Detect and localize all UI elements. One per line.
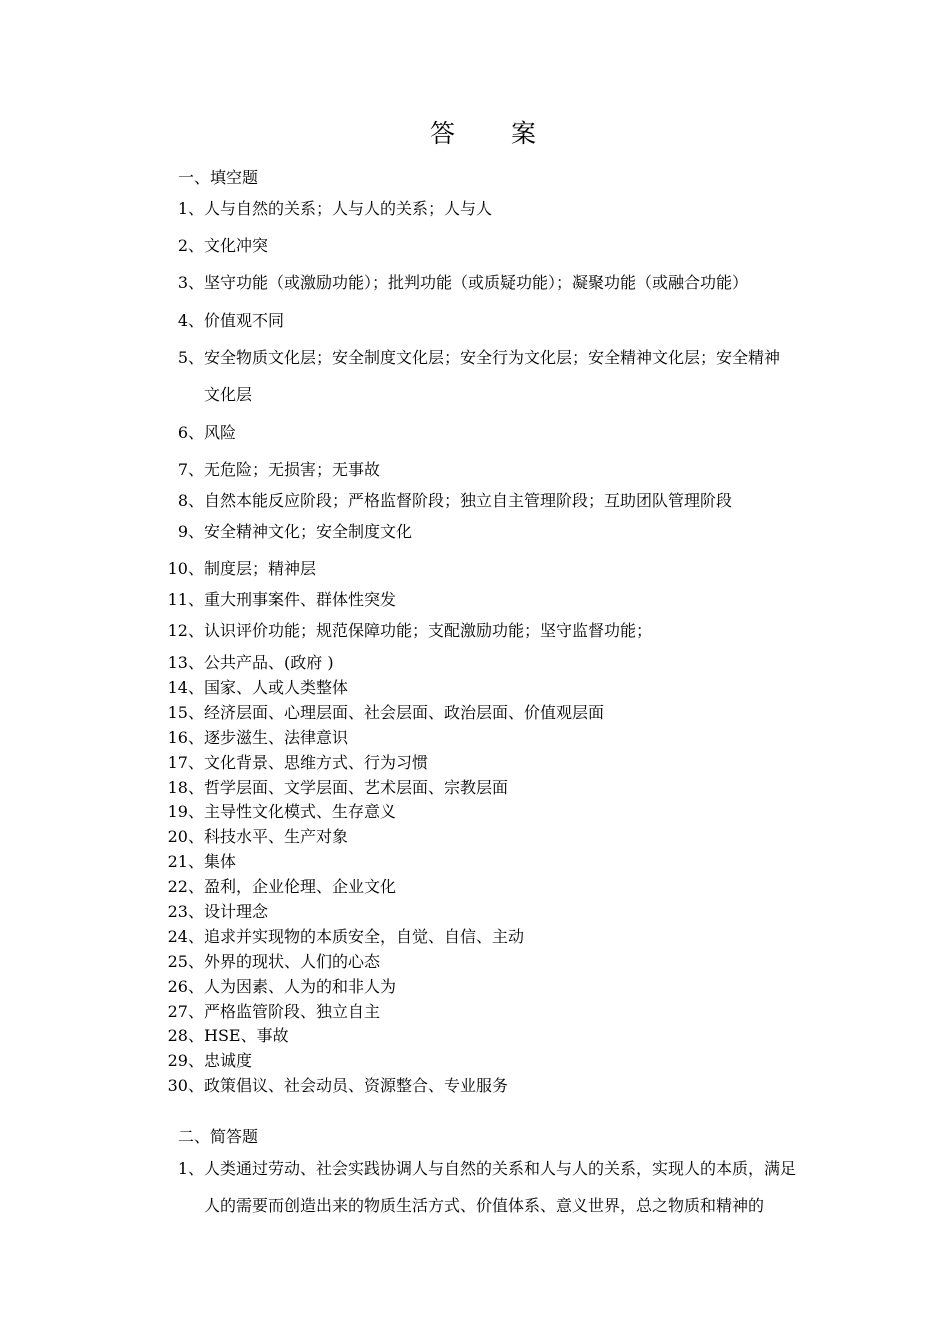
item-text: 忠诚度	[204, 1051, 253, 1070]
item-text: 人为因素、人为的和非人为	[204, 977, 397, 996]
item-text: 安全精神文化；安全制度文化	[204, 522, 413, 541]
item-text: 盈利，企业伦理、企业文化	[204, 877, 397, 896]
item-number: 8、	[177, 491, 204, 510]
item-number: 27、	[167, 1002, 204, 1021]
list-item	[167, 558, 317, 580]
item-number: 14、	[167, 678, 204, 697]
section-heading-fill-in: 一、填空题	[178, 168, 259, 187]
list-item	[177, 459, 381, 481]
item-text: 坚守功能（或激励功能）；批判功能（或质疑功能）；凝聚功能（或融合功能）	[204, 273, 749, 292]
list-item	[177, 347, 781, 369]
list-item	[177, 310, 285, 332]
list-item	[167, 1025, 289, 1047]
list-item	[167, 851, 237, 873]
list-item	[177, 272, 749, 294]
list-item	[167, 589, 397, 611]
list-item	[167, 727, 349, 749]
item-text: 国家、人或人类整体	[204, 678, 349, 697]
item-number: 25、	[167, 952, 204, 971]
list-item	[177, 521, 413, 543]
item-number: 5、	[177, 348, 204, 367]
list-item	[167, 777, 509, 799]
item-text: 主导性文化模式、生存意义	[204, 802, 397, 821]
item-number: 22、	[167, 877, 204, 896]
list-item	[177, 490, 733, 512]
item-text: 人类通过劳动、社会实践协调人与自然的关系和人与人的关系，实现人的本质，满足人的需要而创造出来的物质生活方式、价值体系、意义世界，总之物质和精神的	[204, 1159, 797, 1215]
item-text: 哲学层面、文学层面、艺术层面、宗教层面	[204, 778, 509, 797]
list-item	[167, 876, 397, 898]
item-text: 逐步滋生、法律意识	[204, 728, 349, 747]
item-number: 1、	[177, 1159, 204, 1178]
item-text: 文化背景、思维方式、行为习惯	[204, 753, 429, 772]
item-text: 制度层；精神层	[204, 559, 317, 578]
item-number: 29、	[167, 1051, 204, 1070]
item-number: 6、	[177, 423, 204, 442]
item-text: 追求并实现物的本质安全，自觉、自信、主动	[204, 927, 525, 946]
list-item	[177, 235, 269, 257]
item-text: 经济层面、心理层面、社会层面、政治层面、价值观层面	[204, 703, 605, 722]
item-text: 政策倡议、社会动员、资源整合、专业服务	[204, 1076, 509, 1095]
list-item	[167, 652, 334, 674]
item-text: 人与自然的关系；人与人的关系；人与人	[204, 199, 493, 218]
item-text: 集体	[204, 852, 237, 871]
item-text: 文化层	[204, 385, 253, 404]
item-number: 1、	[177, 199, 204, 218]
item-number: 19、	[167, 802, 204, 821]
item-text: 风险	[204, 423, 237, 442]
list-item	[167, 1075, 509, 1097]
item-text: 安全物质文化层；安全制度文化层；安全行为文化层；安全精神文化层；安全精神	[204, 348, 781, 367]
list-item	[167, 752, 429, 774]
section-heading-short-answer: 二、简答题	[178, 1127, 259, 1146]
item-number: 10、	[167, 559, 204, 578]
item-number: 26、	[167, 977, 204, 996]
item-number: 17、	[167, 753, 204, 772]
item-number: 12、	[167, 621, 204, 640]
item-text: 自然本能反应阶段；严格监督阶段；独立自主管理阶段；互助团队管理阶段	[204, 491, 733, 510]
list-item	[167, 901, 269, 923]
item-text: 重大刑事案件、群体性突发	[204, 590, 397, 609]
item-text: 认识评价功能；规范保障功能；支配激励功能；坚守监督功能；	[204, 621, 653, 640]
list-item	[167, 1001, 381, 1023]
item-number: 28、	[167, 1026, 204, 1045]
item-number: 23、	[167, 902, 204, 921]
item-number: 2、	[177, 236, 204, 255]
answer-paragraph	[177, 1150, 810, 1224]
item-number: 7、	[177, 460, 204, 479]
list-item	[167, 951, 381, 973]
item-text: 公共产品、(政府 )	[204, 653, 334, 672]
item-number: 21、	[167, 852, 204, 871]
item-number: 16、	[167, 728, 204, 747]
list-item	[167, 702, 605, 724]
item-number: 24、	[167, 927, 204, 946]
item-text: 外界的现状、人们的心态	[204, 952, 381, 971]
item-number: 18、	[167, 778, 204, 797]
item-number: 20、	[167, 827, 204, 846]
list-item-continuation	[204, 384, 252, 406]
item-text: 严格监管阶段、独立自主	[204, 1002, 381, 1021]
list-item	[167, 620, 653, 642]
list-item	[167, 677, 349, 699]
list-item	[167, 926, 525, 948]
item-number: 13、	[167, 653, 204, 672]
list-item	[167, 801, 397, 823]
list-item	[177, 422, 237, 444]
item-number: 9、	[177, 522, 204, 541]
list-item	[177, 198, 493, 220]
item-number: 3、	[177, 273, 204, 292]
item-number: 15、	[167, 703, 204, 722]
item-text: 科技水平、生产对象	[204, 827, 349, 846]
page-title: 答 案	[430, 119, 560, 148]
item-text: HSE、事故	[204, 1026, 289, 1045]
list-item	[167, 1050, 253, 1072]
item-text: 文化冲突	[204, 236, 269, 255]
item-number: 4、	[177, 311, 204, 330]
item-text: 设计理念	[204, 902, 269, 921]
list-item	[167, 976, 397, 998]
list-item	[167, 826, 349, 848]
item-number: 11、	[167, 590, 204, 609]
item-number: 30、	[167, 1076, 204, 1095]
item-text: 无危险；无损害；无事故	[204, 460, 381, 479]
item-text: 价值观不同	[204, 311, 285, 330]
